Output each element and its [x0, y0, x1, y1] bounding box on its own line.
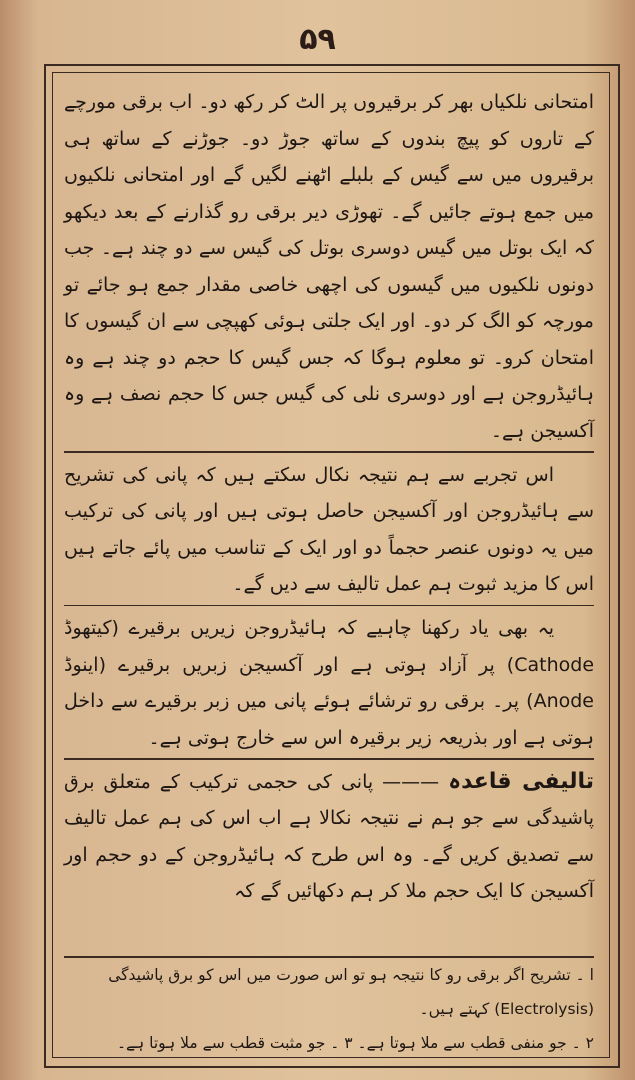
footnote-1-text-a: ا ۔ تشریح اگر برقی رو کا نتیجہ ہو تو اس صورت میں اس کو برق پاشیدگی ( — [108, 966, 594, 1018]
main-text — [64, 84, 594, 910]
paragraph-divider — [64, 758, 594, 760]
page-number: ۵۹ — [299, 22, 336, 57]
electrodes-text-3: ) پر۔ برقی رو ترشائے ہوئے پانی میں زبر برقیرے سے داخل ہوتی ہے اور بذریعہ زیر برقیرہ اس سے خارج ہوتی ہے۔ — [64, 690, 594, 749]
synthesis-text: پانی کی حجمی ترکیب کے متعلق برق پاشیدگی سے جو ہم نے نتیجہ نکالا ہے اب اس کی ہم عمل تالیف سے تصدیق کریں گے۔ وہ اس طرح کہ ہائیڈروجن کے دو حجم اور آکسیجن کا ایک حجم ملا کر ہم دکھائیں گے کہ — [64, 770, 594, 902]
paragraph-divider — [64, 451, 594, 453]
heading-dash: ——— — [373, 770, 449, 793]
paragraph-electrodes — [64, 610, 594, 756]
anode-term: Anode — [533, 690, 594, 712]
electrodes-text-2: ) پر آزاد ہوتی ہے اور آکسیجن زبریں برقیرے (اینوڈ — [64, 653, 515, 676]
paragraph-conclusion: اس تجربے سے ہم نتیجہ نکال سکتے ہیں کہ پانی کی تشریح سے ہائیڈروجن اور آکسیجن حاصل ہوتی ہیں اور پانی کی ترکیب میں یہ دونوں عنصر حجماً دو اور ایک کے تناسب میں پائے جاتے ہیں اس کا مزید ثبوت ہم عمل تالیف سے دیں گے۔ — [64, 463, 594, 595]
footnote-1 — [64, 958, 594, 1026]
synthesis-heading: تالیفی قاعدہ — [448, 768, 594, 794]
paragraph-experiment: امتحانی نلکیاں بھر کر برقیروں پر الٹ کر رکھ دو۔ اب برقی مورچے کے تاروں کو پیچ بندوں کے ساتھ جوڑ دو۔ جوڑنے کے ساتھ ہی برقیروں میں سے گیس کے بلبلے اٹھنے لگیں گے اور امتحانی نلکیوں میں جمع ہوتے جائیں گے۔ تھوڑی دیر برقی رو گذارنے کے بعد دیکھو کہ ایک بوتل میں گیس دوسری بوتل کی گیس سے دو چند ہے۔ جب دونوں نلکیوں میں گیسوں کی اچھی خاصی مقدار جمع ہو جائے تو مورچہ کو الگ کر دو۔ اور ایک جلتی ہوئی کھپچی سے ان گیسوں کا امتحان کرو۔ تو معلوم ہوگا کہ جس گیس کا حجم دو چند ہے وہ ہائیڈروجن ہے اور دوسری نلی کی گیس جس کا حجم نصف ہے وہ آکسیجن ہے۔ — [64, 91, 594, 442]
footnote-1-text-b: ) کہتے ہیں۔ — [419, 1000, 501, 1018]
paragraph-synthesis — [64, 764, 594, 910]
footnote-2: ۲ ۔ جو منفی قطب سے ملا ہوتا ہے۔ ۳ ۔ جو مثبت قطب سے ملا ہوتا ہے۔ — [116, 1034, 594, 1052]
footnotes — [64, 958, 594, 1060]
electrolysis-term: Electrolysis — [500, 1000, 588, 1018]
electrodes-text-1: یہ بھی یاد رکھنا چاہیے کہ ہائیڈروجن زیریں برقیرے (کیتھوڈ — [64, 617, 554, 639]
cathode-term: Cathode — [514, 653, 595, 676]
paragraph-divider — [64, 605, 594, 607]
